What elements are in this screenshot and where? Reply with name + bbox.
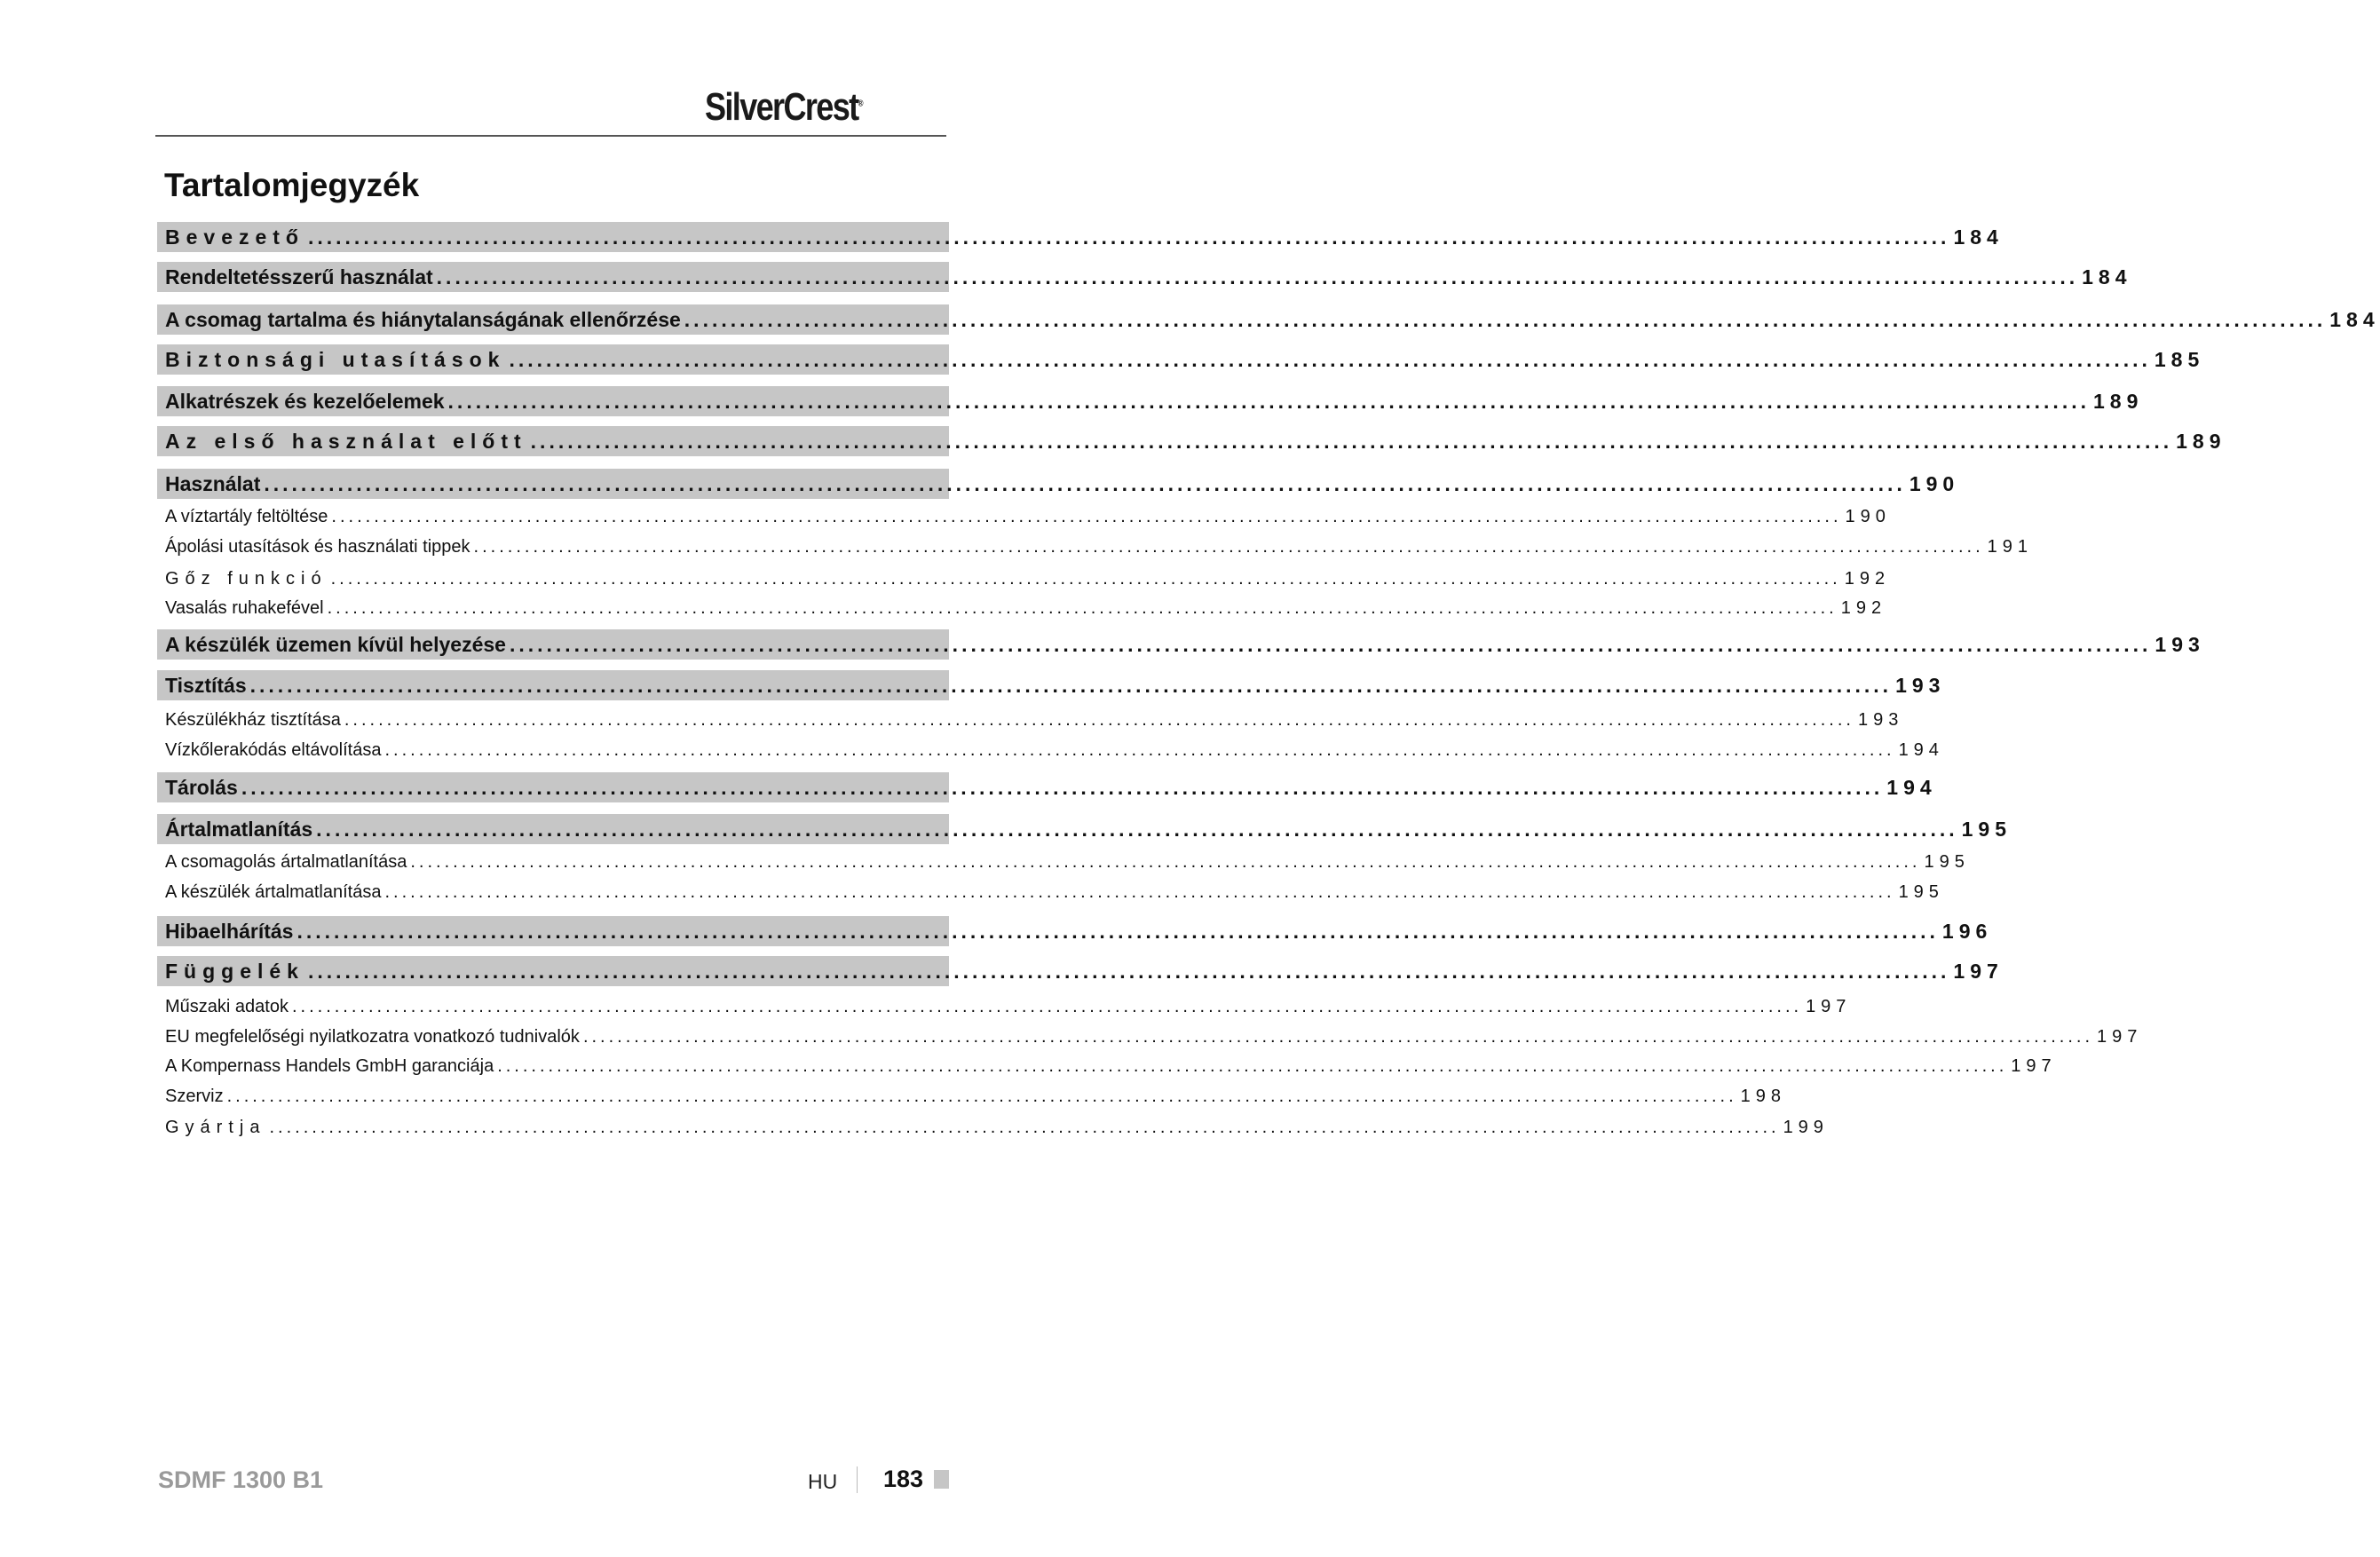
toc-entry-label: Bevezető — [165, 225, 304, 249]
leader-dots — [316, 814, 1957, 844]
toc-entry[interactable] — [165, 670, 1946, 700]
leader-dots — [328, 595, 1838, 621]
leader-dots — [684, 304, 2326, 335]
toc-entry[interactable] — [165, 849, 1970, 875]
toc-entry[interactable] — [165, 1114, 1829, 1141]
toc-entry-page: 189 — [2176, 430, 2226, 453]
toc-entry[interactable] — [165, 879, 1944, 905]
toc-entry-label: Ápolási utasítások és használati tippek — [165, 537, 470, 557]
toc-entry-label: Az első használat előtt — [165, 430, 527, 453]
footer-divider — [857, 1466, 858, 1493]
toc-entry[interactable] — [165, 503, 1891, 530]
footer-marker — [934, 1470, 949, 1489]
toc-entry-page: 191 — [1987, 537, 2034, 557]
leader-dots — [331, 503, 1841, 530]
footer-model: SDMF 1300 B1 — [158, 1466, 324, 1493]
toc-entry[interactable] — [165, 304, 2380, 335]
toc-entry[interactable] — [165, 814, 2012, 844]
leader-dots — [510, 629, 2151, 660]
toc-entry-label: Alkatrészek és kezelőelemek — [165, 390, 445, 413]
toc-entry-label: A készülék üzemen kívül helyezése — [165, 633, 506, 656]
leader-dots — [437, 262, 2078, 292]
toc-entry-page: 199 — [1783, 1118, 1829, 1137]
toc-entry-page: 190 — [1909, 472, 1960, 495]
toc-entry-page: 184 — [2082, 265, 2132, 288]
toc-entry[interactable] — [165, 629, 2205, 660]
toc-entry-page: 193 — [1895, 674, 1946, 697]
brand-logo: SilverCrest® — [705, 85, 864, 129]
toc-entry-page: 189 — [2093, 390, 2144, 413]
toc-entry[interactable] — [165, 707, 1904, 733]
toc-entry-label: Hibaelhárítás — [165, 920, 294, 943]
toc-entry[interactable] — [165, 533, 2034, 560]
leader-dots — [509, 344, 2150, 375]
toc-entry-label: Vízkőlerakódás eltávolítása — [165, 740, 382, 760]
leader-dots — [474, 533, 1984, 560]
toc-entry-label: Tárolás — [165, 776, 238, 799]
header-rule — [155, 135, 946, 137]
toc-entry-label: Gőz funkció — [165, 569, 328, 589]
leader-dots — [344, 707, 1854, 733]
leader-dots — [308, 222, 1949, 252]
toc-entry-page: 193 — [1857, 710, 1904, 730]
leader-dots — [531, 426, 2172, 456]
footer-page-number: 183 — [883, 1466, 924, 1492]
toc-entry-page: 190 — [1845, 507, 1891, 526]
leader-dots — [227, 1083, 1737, 1110]
toc-entry[interactable] — [165, 565, 1891, 592]
toc-entry-page: 193 — [2155, 633, 2205, 656]
toc-entry-page: 194 — [1886, 776, 1937, 799]
toc-entry-label: Függelék — [165, 960, 304, 983]
leader-dots — [264, 469, 1905, 499]
toc-entry-page: 195 — [1961, 818, 2012, 841]
toc-entry-page: 184 — [1953, 225, 2004, 249]
toc-entry[interactable] — [165, 595, 1887, 621]
toc-entry-label: A csomagolás ártalmatlanítása — [165, 852, 407, 872]
toc-entry[interactable] — [165, 426, 2226, 456]
toc-entry-page: 192 — [1844, 569, 1891, 589]
toc-entry-label: Vasalás ruhakefével — [165, 598, 324, 618]
toc-entry-page: 195 — [1898, 882, 1944, 902]
toc-entry-page: 196 — [1941, 920, 1993, 943]
toc-entry-label: A Kompernass Handels GmbH garanciája — [165, 1056, 494, 1076]
toc-entry-label: EU megfelelőségi nyilatkozatra vonatkozó tudnivalók — [165, 1027, 580, 1047]
toc-entry-label: A készülék ártalmatlanítása — [165, 882, 382, 902]
leader-dots — [583, 1024, 2093, 1050]
footer-language: HU — [808, 1470, 838, 1493]
toc-entry-label: Használat — [165, 472, 261, 495]
toc-entry-label: Készülékház tisztítása — [165, 710, 341, 730]
leader-dots — [250, 670, 1892, 700]
toc-entry-label: Gyártja — [165, 1118, 266, 1137]
leader-dots — [241, 772, 1883, 802]
leader-dots — [292, 993, 1802, 1020]
leader-dots — [269, 1114, 1779, 1141]
toc-entry-label: Tisztítás — [165, 674, 247, 697]
toc-entry-label: Szerviz — [165, 1087, 224, 1106]
leader-dots — [297, 916, 1938, 946]
toc-entry-page: 195 — [1924, 852, 1970, 872]
toc-entry-page: 197 — [1806, 997, 1852, 1016]
toc-entry-page: 197 — [2011, 1056, 2057, 1076]
toc-entry[interactable] — [165, 386, 2144, 416]
page-title: Tartalomjegyzék — [164, 167, 420, 203]
toc-entry-label: A csomag tartalma és hiánytalanságának ellenőrzése — [165, 308, 681, 331]
toc-entry[interactable] — [165, 222, 2004, 252]
toc-entry-label: Rendeltetésszerű használat — [165, 265, 433, 288]
toc-entry-label: Műszaki adatok — [165, 997, 289, 1016]
toc-entry[interactable] — [165, 772, 1937, 802]
toc-entry-page: 197 — [1953, 960, 2004, 983]
toc-entry[interactable] — [165, 737, 1944, 763]
toc-entry-page: 197 — [2097, 1027, 2143, 1047]
toc-entry[interactable] — [165, 1053, 2057, 1079]
toc-entry-page: 185 — [2154, 348, 2205, 371]
leader-dots — [497, 1053, 2007, 1079]
leader-dots — [384, 879, 1894, 905]
toc-entry[interactable] — [165, 1083, 1787, 1110]
toc-entry[interactable] — [165, 469, 1960, 499]
toc-entry[interactable] — [165, 993, 1852, 1020]
toc-entry[interactable] — [165, 262, 2132, 292]
toc-entry[interactable] — [165, 344, 2205, 375]
toc-entry[interactable] — [165, 1024, 2143, 1050]
toc-entry[interactable] — [165, 916, 1993, 946]
toc-entry-page: 198 — [1740, 1087, 1787, 1106]
leader-dots — [410, 849, 1920, 875]
leader-dots — [448, 386, 2090, 416]
leader-dots — [331, 565, 1841, 592]
toc-entry-page: 192 — [1840, 598, 1887, 618]
leader-dots — [384, 737, 1894, 763]
toc-entry-label: Biztonsági utasítások — [165, 348, 506, 371]
toc-entry-page: 184 — [2329, 308, 2380, 331]
toc-entry-page: 194 — [1898, 740, 1944, 760]
toc-entry[interactable] — [165, 956, 2004, 986]
toc-entry-label: Ártalmatlanítás — [165, 818, 313, 841]
leader-dots — [308, 956, 1949, 986]
toc-entry-label: A víztartály feltöltése — [165, 507, 328, 526]
